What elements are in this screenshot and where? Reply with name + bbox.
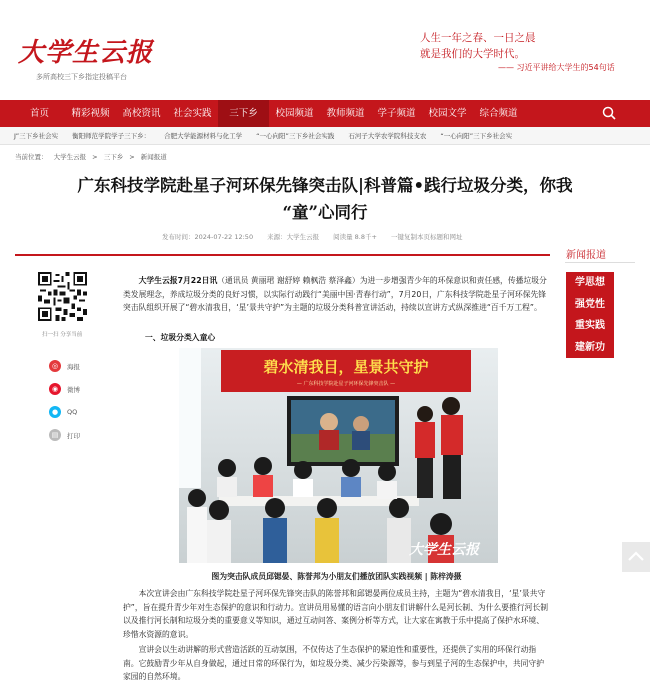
breadcrumb-link-home[interactable]: 大学生云报 [53,153,87,161]
ticker-item[interactable]: J”三下乡社会实 [14,132,59,140]
banner-line: 学思想 [575,277,605,288]
banner-line: 重实践 [575,320,605,331]
article-source: 来源：大学生云报 [267,233,320,241]
share-poster-button[interactable] [49,360,80,372]
share-label: 微博 [67,385,80,394]
classroom-photo [179,348,498,563]
qr-label: 扫一扫 分享当前 [42,332,83,338]
back-to-top-icon[interactable] [622,542,650,572]
copy-link-button[interactable]: 一键复制本页标题和网址 [390,233,463,241]
article-photo [179,348,498,563]
article-title-line: “童”心同行 [282,203,368,222]
article-meta [162,232,462,241]
sidebar-title[interactable]: 新闻报道 [566,250,606,261]
nav-item-campus-news[interactable]: 高校资讯 [122,108,161,119]
logo-subtitle: 多所高校三下乡指定投稿平台 [36,73,127,81]
publish-time: 发布时间：2024-07-22 12:50 [162,233,254,241]
title-divider [15,254,550,256]
ticker-item[interactable]: 衡阳师范学院学子三下乡： [72,132,151,140]
poster-icon: ◎ [49,360,61,372]
banner-line: 建新功 [575,341,605,353]
article-paragraph: 本次宣讲会由广东科技学院赴星子河环保先锋突击队的陈誉邦和邱锶晏两位成员主持，主题为“碧水清我目，‘星’景共守护”，旨在提升青少年对生态保护的意识和行动力。宣讲员用易懂的语言向小朋友们讲解什么是河长制、为什么要推行河长制以及推行河长制和垃圾分类的重要意义等知识，通过互动问答、案例分析等方式，让大家在寓教于乐中提高了保护水环境、珍惜水资源的意识。 [123,589,549,639]
ticker-item[interactable]: 合肥大学能源材料与化工学 [164,132,243,140]
photo-caption: 图为突击队成员邱锶晏、陈誉邦为小朋友们播放团队实践视频 | 陈梓涛摄 [211,572,462,581]
nav-item-teacher-channel[interactable]: 教师频道 [326,108,365,119]
ticker-item[interactable]: “一心向阳”三下乡社会实 [440,132,513,140]
nav-item-general-channel[interactable]: 综合频道 [479,108,518,119]
nav-item-social-practice[interactable]: 社会实践 [173,108,212,119]
share-label: QQ [67,408,78,416]
site-logo[interactable]: 大学生云报 [18,38,154,68]
slogan-line: 人生一年之春、一日之晨 [420,32,536,44]
slogan-source: —— 习近平讲给大学生的54句话 [498,63,615,72]
breadcrumb-separator: > [92,153,98,161]
print-icon: ▤ [49,429,61,441]
photo-banner-text: 碧水清我目，星景共守护 [263,358,429,376]
breadcrumb-prefix: 当前位置： [15,153,48,161]
share-label: 打印 [67,431,80,440]
lead-text: （通讯员 黄丽珺 谢舒婷 赖枫浩 蔡泽鑫）为进一步增强青少年的环保意识和责任感，传播垃圾分类发展理念，养成垃圾分类的良好习惯，以实际行动践行“美丽中国·青春行动”，7月20日，广东科技学院赴星子河环保先锋突击队组织开展了“碧水清我目，‘星’景共守护”为主题的垃圾分类科普宣讲活动，持续以宣讲方式纵深推进“百千万工程”。 [123,276,547,312]
news-ticker [0,127,650,145]
nav-item-videos[interactable]: 精彩视频 [71,108,110,119]
banner-line: 强党性 [575,298,605,310]
qq-icon: ● [49,406,61,418]
sidebar-divider [565,262,635,263]
breadcrumb-link-category[interactable]: 新闻报道 [140,153,167,161]
breadcrumb [15,152,171,161]
search-icon[interactable] [602,106,616,120]
lead-dateline: 大学生云报7月22日讯 [138,276,218,285]
qr-code [38,272,87,321]
share-label: 海报 [67,362,80,371]
print-button[interactable] [49,429,80,441]
ticker-item[interactable]: “一心向阳”三下乡社会实践 [256,132,335,140]
breadcrumb-separator: > [129,153,135,161]
share-qq-button[interactable] [49,406,77,418]
section-heading: 一、垃圾分类入童心 [145,333,216,342]
article-lead-paragraph [123,274,550,315]
weibo-icon: ◉ [49,383,61,395]
read-count: 阅读量 8.8千+ [333,233,377,241]
slogan-line: 就是我们的大学时代。 [420,48,525,60]
header-slogan [420,30,536,62]
ticker-item[interactable]: 石河子大学农学院科技支农 [348,132,427,140]
article-title-line: 广东科技学院赴星子河环保先锋突击队|科普篇•践行垃圾分类，你我 [77,176,573,195]
photo-watermark: 大学生云报 [409,542,479,558]
site-header [0,0,650,100]
article-paragraph: 宣讲会以生动讲解的形式营造活跃的互动氛围，不仅传达了生态保护的紧迫性和重要性，还提供了实用的环保行动指南。它鼓励青少年从自身做起，通过日常的环保行为，如垃圾分类、减少污染源等，参与到星子河的生态保护中，共同守护家园的自然环境。 [123,645,545,681]
breadcrumb-link-section[interactable]: 三下乡 [103,153,124,161]
nav-item-home[interactable]: 首页 [29,108,49,119]
nav-item-campus-literature[interactable]: 校园文学 [428,108,467,119]
nav-item-three-to-countryside[interactable]: 三下乡 [218,100,269,127]
sidebar-banner[interactable] [566,272,614,358]
photo-banner-subtext: — 广东科技学院赴星子河环保先锋突击队 — [296,381,396,387]
main-nav [0,100,650,127]
share-weibo-button[interactable] [49,383,80,395]
nav-item-campus-channel[interactable]: 校园频道 [275,108,314,119]
nav-item-student-channel[interactable]: 学子频道 [377,108,416,119]
article-title [20,172,630,226]
